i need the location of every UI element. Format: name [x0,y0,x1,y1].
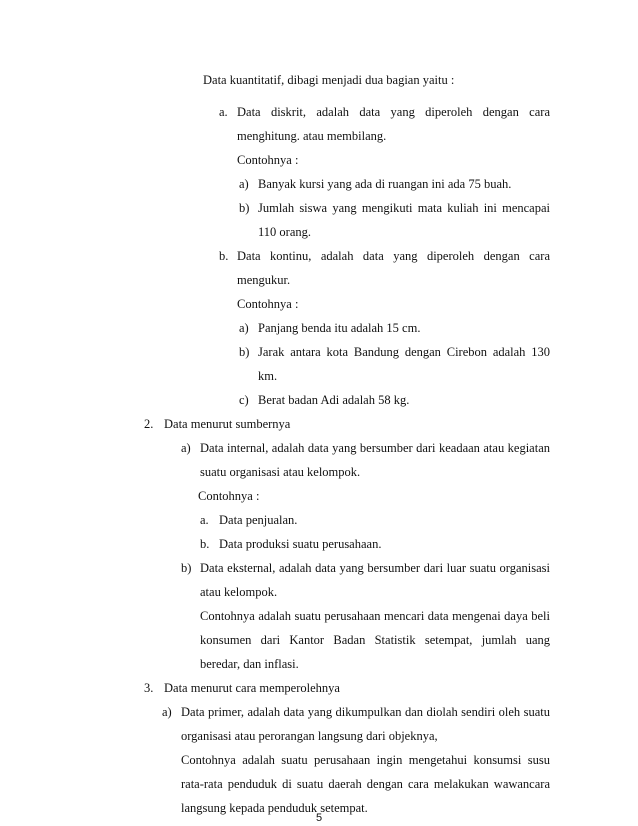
text-line: Jumlah siswa yang mengikuti mata kuliah ini mencapai [258,201,550,215]
text-line: Data produksi suatu perusahaan. [219,537,382,551]
list-marker: c) [239,393,249,407]
text-line: organisasi atau perorangan langsung dari objeknya, [181,729,438,743]
text-line: Data penjualan. [219,513,298,527]
list-marker: a) [162,705,172,719]
list-marker: b) [181,561,192,575]
intro-line: Data kuantitatif, dibagi menjadi dua bagian yaitu : [203,73,455,87]
text-line: atau kelompok. [200,585,278,599]
text-line: Data diskrit, adalah data yang diperoleh dengan cara [237,105,550,119]
text-line: suatu organisasi atau kelompok. [200,465,361,479]
example-heading: Contohnya : [237,297,299,311]
text-line: Contohnya adalah suatu perusahaan mencari data mengenai daya beli [200,609,550,623]
section-number: 3. [144,681,154,695]
list-marker: a) [181,441,191,455]
text-line: 110 orang. [258,225,311,239]
text-line: Jarak antara kota Bandung dengan Cirebon adalah 130 [258,345,550,359]
list-marker: b. [219,249,229,263]
text-line: mengukur. [237,273,291,287]
text-line: beredar, dan inflasi. [200,657,299,671]
list-marker: a. [200,513,209,527]
text-line: Contohnya adalah suatu perusahaan ingin mengetahui konsumsi susu [181,753,550,767]
text-line: Banyak kursi yang ada di ruangan ini ada 75 buah. [258,177,512,191]
text-line: rata-rata penduduk di suatu daerah dengan cara melakukan wawancara [181,777,550,791]
text-line: Data internal, adalah data yang bersumber dari keadaan atau kegiatan [200,441,550,455]
example-heading: Contohnya : [237,153,299,167]
list-marker: a. [219,105,228,119]
list-marker: b) [239,345,250,359]
text-line: Data kontinu, adalah data yang diperoleh dengan cara [237,249,550,263]
section-number: 2. [144,417,154,431]
list-marker: a) [239,321,249,335]
section-title: Data menurut sumbernya [164,417,291,431]
text-line: km. [258,369,278,383]
list-marker: b) [239,201,250,215]
text-line: Panjang benda itu adalah 15 cm. [258,321,421,335]
page-number: 5 [315,812,323,824]
text-line: langsung kepada penduduk setempat. [181,801,368,815]
list-marker: b. [200,537,210,551]
text-line: konsumen dari Kantor Badan Statistik setempat, jumlah uang [200,633,550,647]
text-line: Data eksternal, adalah data yang bersumber dari luar suatu organisasi [200,561,550,575]
text-line: Data primer, adalah data yang dikumpulkan dan diolah sendiri oleh suatu [181,705,550,719]
text-line: Berat badan Adi adalah 58 kg. [258,393,410,407]
example-heading: Contohnya : [198,489,260,503]
list-marker: a) [239,177,249,191]
section-title: Data menurut cara memperolehnya [164,681,340,695]
text-line: menghitung. atau membilang. [237,129,387,143]
